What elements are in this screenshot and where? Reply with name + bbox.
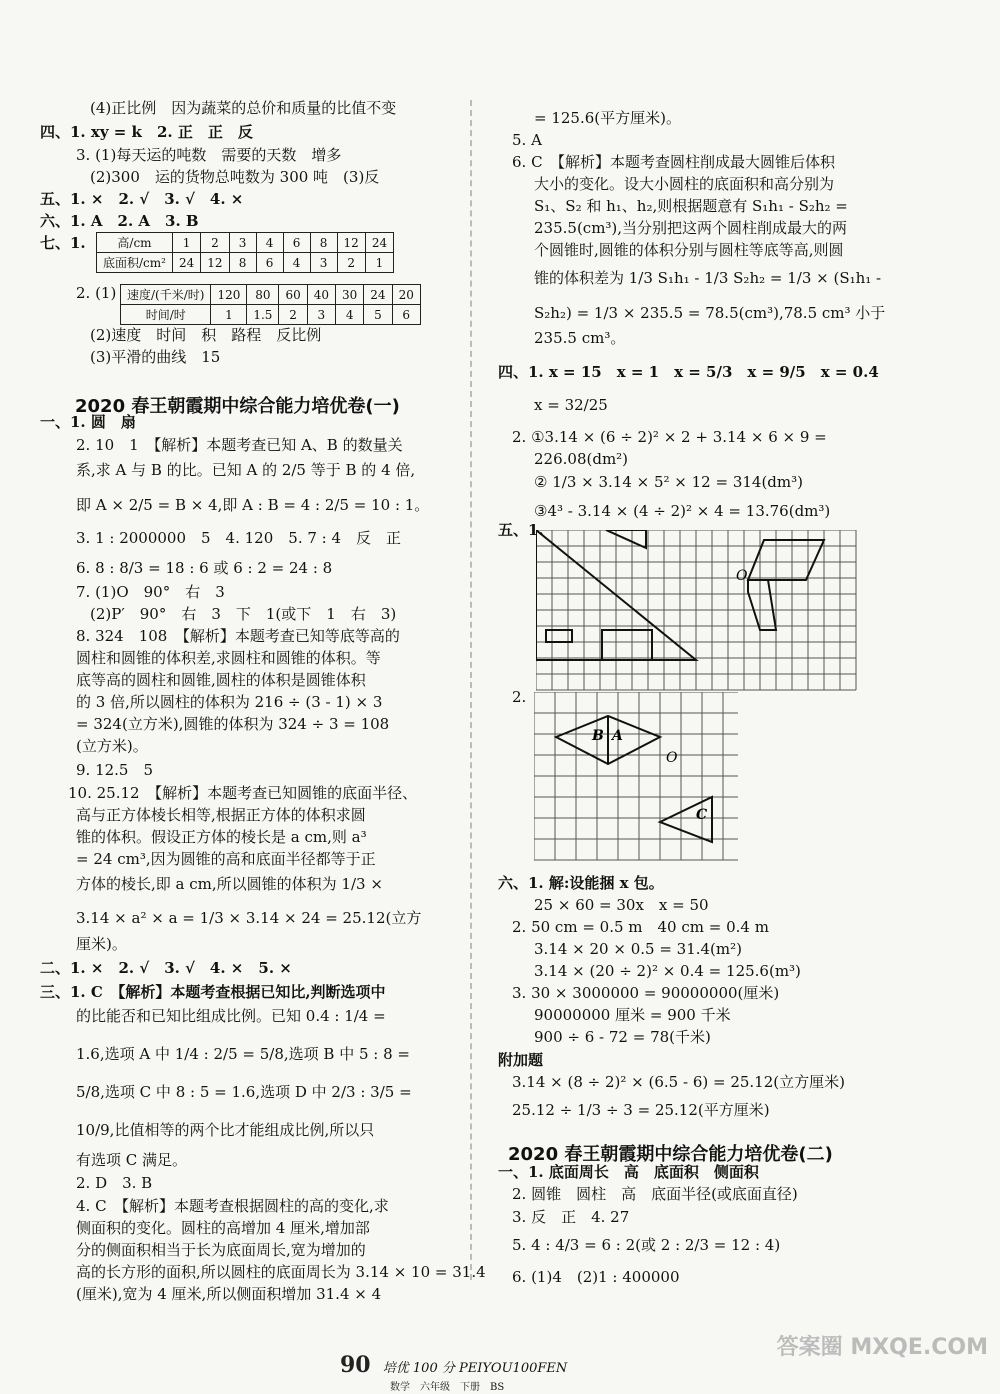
table-cell: 底面积/cm²	[97, 253, 173, 273]
answer-line: 个圆锥时,圆锥的体积分别与圆柱等底等高,则圆	[534, 241, 844, 259]
answer-line: (2)P′ 90° 右 3 下 1(或下 1 右 3)	[90, 605, 397, 623]
answer-line: x = 32/25	[534, 396, 608, 414]
table-cell: 24	[365, 233, 393, 253]
table-cell: 8	[310, 233, 337, 253]
table-cell: 速度/(千米/时)	[121, 285, 211, 305]
answer-line: 25.12 ÷ 1/3 ÷ 3 = 25.12(平方厘米)	[512, 1101, 770, 1119]
table-cell: 1	[211, 305, 247, 325]
table-cell: 8	[229, 253, 256, 273]
answer-line: 分的侧面积相当于长为底面周长,宽为增加的	[76, 1241, 366, 1259]
table-cell: 4	[256, 233, 283, 253]
label-c: C	[696, 807, 708, 823]
answer-line: 900 ÷ 6 - 72 = 78(千米)	[534, 1028, 711, 1046]
table-cell: 5	[364, 305, 392, 325]
table-cell: 2	[337, 253, 365, 273]
page-footer	[340, 1352, 567, 1393]
answer-line: (2)300 运的货物总吨数为 300 吨 (3)反	[90, 168, 380, 186]
table-cell: 1	[365, 253, 393, 273]
table-cell: 6	[256, 253, 283, 273]
answer-line: 的 3 倍,所以圆柱的体积为 216 ÷ (3 - 1) × 3	[76, 693, 383, 711]
answer-line: 六、1. A 2. A 3. B	[40, 212, 199, 230]
answer-line: 3. (1)每天运的吨数 需要的天数 增多	[76, 146, 342, 164]
answer-line: 六、1. 解:设能捆 x 包。	[498, 874, 664, 892]
answer-line: = 324(立方米),圆锥的体积为 324 ÷ 3 = 108	[76, 715, 390, 733]
table-cell: 2	[201, 233, 229, 253]
table-cell: 12	[201, 253, 229, 273]
answer-line: 高与正方体棱长相等,根据正方体的体积求圆	[76, 806, 366, 824]
answer-line: 235.5 cm³。	[534, 329, 626, 347]
answer-line: 2.	[512, 688, 527, 706]
answer-line: 2. 10 1 【解析】本题考查已知 A、B 的数量关	[76, 436, 403, 454]
answer-line: 的比能否和已知比组成比例。已知 0.4 : 1/4 =	[76, 1007, 386, 1025]
brand-name: 培优 100 分 PEIYOU100FEN	[382, 1361, 568, 1376]
answer-line: 附加题	[498, 1051, 544, 1069]
answer-line: S₁、S₂ 和 h₁、h₂,则根据题意有 S₁h₁ - S₂h₂ =	[534, 197, 848, 215]
answer-line: 四、1. xy = k 2. 正 正 反	[40, 123, 253, 141]
table-cell: 1	[172, 233, 200, 253]
answer-line: 三、1. C 【解析】本题考查根据已知比,判断选项中	[40, 983, 386, 1001]
answer-line: 235.5(cm³),当分别把这两个圆柱削成最大的两	[534, 219, 848, 237]
answer-line: 2. ①3.14 × (6 ÷ 2)² × 2 + 3.14 × 6 × 9 =	[512, 428, 827, 446]
answer-line: 3.14 × (20 ÷ 2)² × 0.4 = 125.6(m³)	[534, 962, 801, 980]
table-cell: 80	[247, 285, 279, 305]
column-divider	[470, 100, 472, 1280]
answer-line: 90000000 厘米 = 900 千米	[534, 1006, 731, 1024]
answer-line: 2. D 3. B	[76, 1174, 153, 1192]
answer-line: 8. 324 108 【解析】本题考查已知等底等高的	[76, 627, 400, 645]
table-cell: 30	[336, 285, 364, 305]
answer-line: 10. 25.12 【解析】本题考查已知圆锥的底面半径、	[68, 784, 418, 802]
answer-line: 6. (1)4 (2)1 : 400000	[512, 1268, 680, 1286]
table-cell: 6	[392, 305, 420, 325]
footer-subtitle: 数学 六年级 下册 BS	[390, 1382, 505, 1393]
table-cell: 2	[279, 305, 307, 325]
table-cell: 12	[337, 233, 365, 253]
answer-line: 226.08(dm²)	[534, 450, 629, 468]
answer-line: 3.14 × 20 × 0.5 = 31.4(m²)	[534, 940, 742, 958]
table-cell: 6	[283, 233, 310, 253]
answer-line: (2)速度 时间 积 路程 反比例	[90, 326, 322, 344]
answer-line: 锥的体积。假设正方体的棱长是 a cm,则 a³	[76, 828, 367, 846]
answer-line: 有选项 C 满足。	[76, 1151, 188, 1169]
table-height-area	[96, 232, 394, 273]
table-cell: 24	[172, 253, 200, 273]
table-cell: 4	[336, 305, 364, 325]
table-cell: 高/cm	[97, 233, 173, 253]
rect-shape	[602, 630, 652, 660]
answer-line: 2. (1)	[76, 284, 117, 302]
table-cell: 24	[364, 285, 392, 305]
answer-line: 二、1. × 2. √ 3. √ 4. × 5. ×	[40, 959, 292, 977]
answer-line: S₂h₂) = 1/3 × 235.5 = 78.5(cm³),78.5 cm³ 小于	[534, 304, 886, 322]
answer-line: 厘米)。	[76, 935, 127, 953]
answer-line: 锥的体积差为 1/3 S₁h₁ - 1/3 S₂h₂ = 1/3 × (S₁h₁ -	[534, 269, 882, 287]
answer-line: 2. 50 cm = 0.5 m 40 cm = 0.4 m	[512, 918, 769, 936]
answer-line: ② 1/3 × 3.14 × 5² × 12 = 314(dm³)	[534, 473, 803, 491]
table-cell: 3	[307, 305, 335, 325]
answer-line: 高的长方形的面积,所以圆柱的底面周长为 3.14 × 10 = 31.4	[76, 1263, 486, 1281]
right-section-title: 2020 春王朝霞期中综合能力培优卷(二)	[508, 1144, 833, 1165]
table-cell: 60	[279, 285, 307, 305]
answer-line: 4. C 【解析】本题考查根据圆柱的高的变化,求	[76, 1197, 389, 1215]
answer-line: 5/8,选项 C 中 8 : 5 = 1.6,选项 D 中 2/3 : 3/5 =	[76, 1083, 412, 1101]
label-b: B	[592, 728, 604, 744]
answer-line: (4)正比例 因为蔬菜的总价和质量的比值不变	[90, 99, 397, 117]
answer-line: 3.14 × (8 ÷ 2)² × (6.5 - 6) = 25.12(立方厘米)	[512, 1073, 845, 1091]
answer-line: 方体的棱长,即 a cm,所以圆锥的体积为 1/3 ×	[76, 875, 383, 893]
answer-line: 七、1.	[40, 234, 86, 252]
answer-line: (厘米),宽为 4 厘米,所以侧面积增加 31.4 × 4	[76, 1285, 382, 1303]
answer-line: 6. C 【解析】本题考查圆柱削成最大圆锥后体积	[512, 153, 836, 171]
answer-line: 系,求 A 与 B 的比。已知 A 的 2/5 等于 B 的 4 倍,	[76, 461, 416, 479]
answer-line: 五、1.	[498, 521, 544, 539]
answer-line: 2. 圆锥 圆柱 高 底面半径(或底面直径)	[512, 1185, 798, 1203]
answer-line: 底等高的圆柱和圆锥,圆柱的体积是圆锥体积	[76, 671, 366, 689]
answer-line: 3. 1 : 2000000 5 4. 120 5. 7 : 4 反 正	[76, 529, 402, 547]
label-a: A	[612, 728, 623, 744]
answer-line: 25 × 60 = 30x x = 50	[534, 896, 709, 914]
table-cell: 3	[310, 253, 337, 273]
point-o-label: O	[736, 568, 748, 584]
answer-line: 3.14 × a² × a = 1/3 × 3.14 × 24 = 25.12(立方	[76, 909, 422, 927]
table-cell: 120	[211, 285, 247, 305]
answer-line: 1.6,选项 A 中 1/4 : 2/5 = 5/8,选项 B 中 5 : 8 =	[76, 1045, 410, 1063]
table-cell: 3	[229, 233, 256, 253]
table-cell: 40	[307, 285, 335, 305]
table-cell: 20	[392, 285, 420, 305]
left-section-title: 2020 春王朝霞期中综合能力培优卷(一)	[75, 396, 400, 417]
answer-line: 3. 反 正 4. 27	[512, 1208, 630, 1226]
answer-line: 即 A × 2/5 = B × 4,即 A : B = 4 : 2/5 = 10 : 1。	[76, 496, 430, 514]
triangle-small	[606, 530, 646, 548]
answer-line: 5. 4 : 4/3 = 6 : 2(或 2 : 2/3 = 12 : 4)	[512, 1236, 781, 1254]
answer-line: (立方米)。	[76, 737, 148, 755]
rotated-shape	[748, 580, 776, 630]
answer-line: 6. 8 : 8/3 = 18 : 6 或 6 : 2 = 24 : 8	[76, 559, 333, 577]
answer-line: = 24 cm³,因为圆锥的高和底面半径都等于正	[76, 850, 376, 868]
answer-line: 9. 12.5 5	[76, 761, 154, 779]
answer-line: (3)平滑的曲线 15	[90, 348, 221, 366]
grid-figure-1	[536, 530, 862, 692]
answer-line: 7. (1)O 90° 右 3	[76, 583, 225, 601]
table-cell: 1.5	[247, 305, 279, 325]
label-o: O	[666, 750, 678, 766]
answer-line: = 125.6(平方厘米)。	[534, 109, 681, 127]
answer-line: 侧面积的变化。圆柱的高增加 4 厘米,增加部	[76, 1219, 370, 1237]
page-number: 90	[340, 1352, 371, 1378]
table-cell: 4	[283, 253, 310, 273]
grid-figure-2	[534, 692, 740, 862]
answer-line: 10/9,比值相等的两个比才能组成比例,所以只	[76, 1121, 375, 1139]
answer-line: 五、1. × 2. √ 3. √ 4. ×	[40, 190, 244, 208]
answer-line: 一、1. 圆 扇	[40, 413, 136, 431]
table-speed-time	[120, 284, 421, 325]
answer-line: ③4³ - 3.14 × (4 ÷ 2)² × 4 = 13.76(dm³)	[534, 502, 831, 520]
answer-line: 3. 30 × 3000000 = 90000000(厘米)	[512, 984, 780, 1002]
answer-line: 一、1. 底面周长 高 底面积 侧面积	[498, 1163, 759, 1181]
watermark-logo: 答案圈 MXQE.COM	[776, 1335, 988, 1360]
answer-line: 5. A	[512, 131, 542, 149]
table-cell: 时间/时	[121, 305, 211, 325]
answer-line: 大小的变化。设大小圆柱的底面积和高分别为	[534, 175, 835, 193]
answer-line: 四、1. x = 15 x = 1 x = 5/3 x = 9/5 x = 0.4	[498, 363, 879, 381]
answer-line: 圆柱和圆锥的体积差,求圆柱和圆锥的体积。等	[76, 649, 381, 667]
